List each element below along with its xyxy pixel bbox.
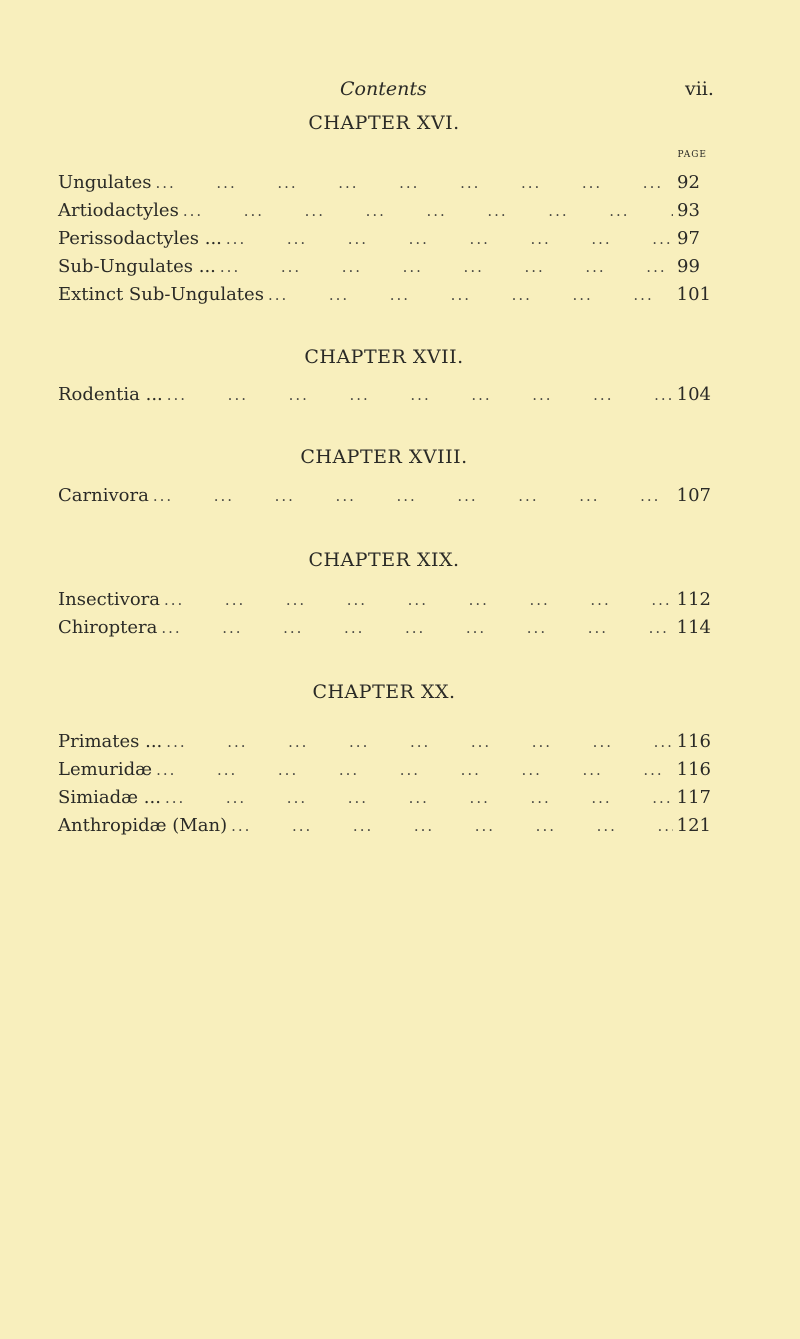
chapter-title: CHAPTER XVIII. xyxy=(300,446,468,468)
dot-leader xyxy=(153,487,673,505)
chapter-title: CHAPTER XIX. xyxy=(308,549,460,571)
entry-label: Simiadæ ... xyxy=(58,787,165,808)
entry-page: 101 xyxy=(676,284,711,305)
dot-leader xyxy=(226,230,673,248)
dot-leader xyxy=(220,258,673,276)
entry-page: 99 xyxy=(677,256,700,277)
toc-entry xyxy=(58,228,711,254)
toc-entry xyxy=(58,815,711,841)
entry-page: 114 xyxy=(676,617,711,638)
entry-label: Sub-Ungulates ... xyxy=(58,256,220,277)
chapter-title: CHAPTER XVI. xyxy=(308,112,460,134)
dot-leader xyxy=(166,733,672,751)
entry-label: Chiroptera xyxy=(58,617,161,638)
entry-page: 116 xyxy=(676,731,711,752)
running-page-number: vii. xyxy=(685,78,714,100)
entry-page: 112 xyxy=(676,589,711,610)
toc-entry xyxy=(58,589,711,615)
entry-label: Ungulates xyxy=(58,172,156,193)
entry-page: 117 xyxy=(676,787,711,808)
dot-leader xyxy=(161,619,672,637)
toc-entry xyxy=(58,617,711,643)
entry-page: 107 xyxy=(676,485,711,506)
entry-page: 97 xyxy=(677,228,700,249)
entry-label: Carnivora xyxy=(58,485,153,506)
toc-entry xyxy=(58,731,711,757)
entry-page: 92 xyxy=(677,172,700,193)
dot-leader xyxy=(167,386,673,404)
running-head xyxy=(0,78,800,102)
toc-entry xyxy=(58,787,711,813)
dot-leader xyxy=(165,789,673,807)
entry-page: 116 xyxy=(676,759,711,780)
dot-leader xyxy=(156,174,674,192)
toc-entry xyxy=(58,284,711,310)
entry-label: Lemuridæ xyxy=(58,759,156,780)
toc-entry xyxy=(58,759,711,785)
entry-label: Primates ... xyxy=(58,731,166,752)
entry-label: Perissodactyles ... xyxy=(58,228,226,249)
chapter-title: CHAPTER XX. xyxy=(312,681,456,703)
toc-entry xyxy=(58,384,711,410)
entry-page: 104 xyxy=(676,384,711,405)
page-column-label: PAGE xyxy=(677,150,707,160)
toc-entry xyxy=(58,256,711,282)
dot-leader xyxy=(156,761,673,779)
entry-page: 121 xyxy=(676,815,711,836)
toc-entry xyxy=(58,172,711,198)
dot-leader xyxy=(164,591,673,609)
entry-page: 93 xyxy=(677,200,700,221)
entry-label: Rodentia ... xyxy=(58,384,167,405)
entry-label: Insectivora xyxy=(58,589,164,610)
toc-entry xyxy=(58,200,711,226)
entry-label: Artiodactyles xyxy=(58,200,183,221)
dot-leader xyxy=(231,817,673,835)
dot-leader xyxy=(268,286,673,304)
dot-leader xyxy=(183,202,673,220)
chapter-title: CHAPTER XVII. xyxy=(304,346,464,368)
entry-label: Extinct Sub-Ungulates xyxy=(58,284,268,305)
toc-entry xyxy=(58,485,711,511)
running-title: Contents xyxy=(340,78,427,100)
entry-label: Anthropidæ (Man) xyxy=(58,815,231,836)
